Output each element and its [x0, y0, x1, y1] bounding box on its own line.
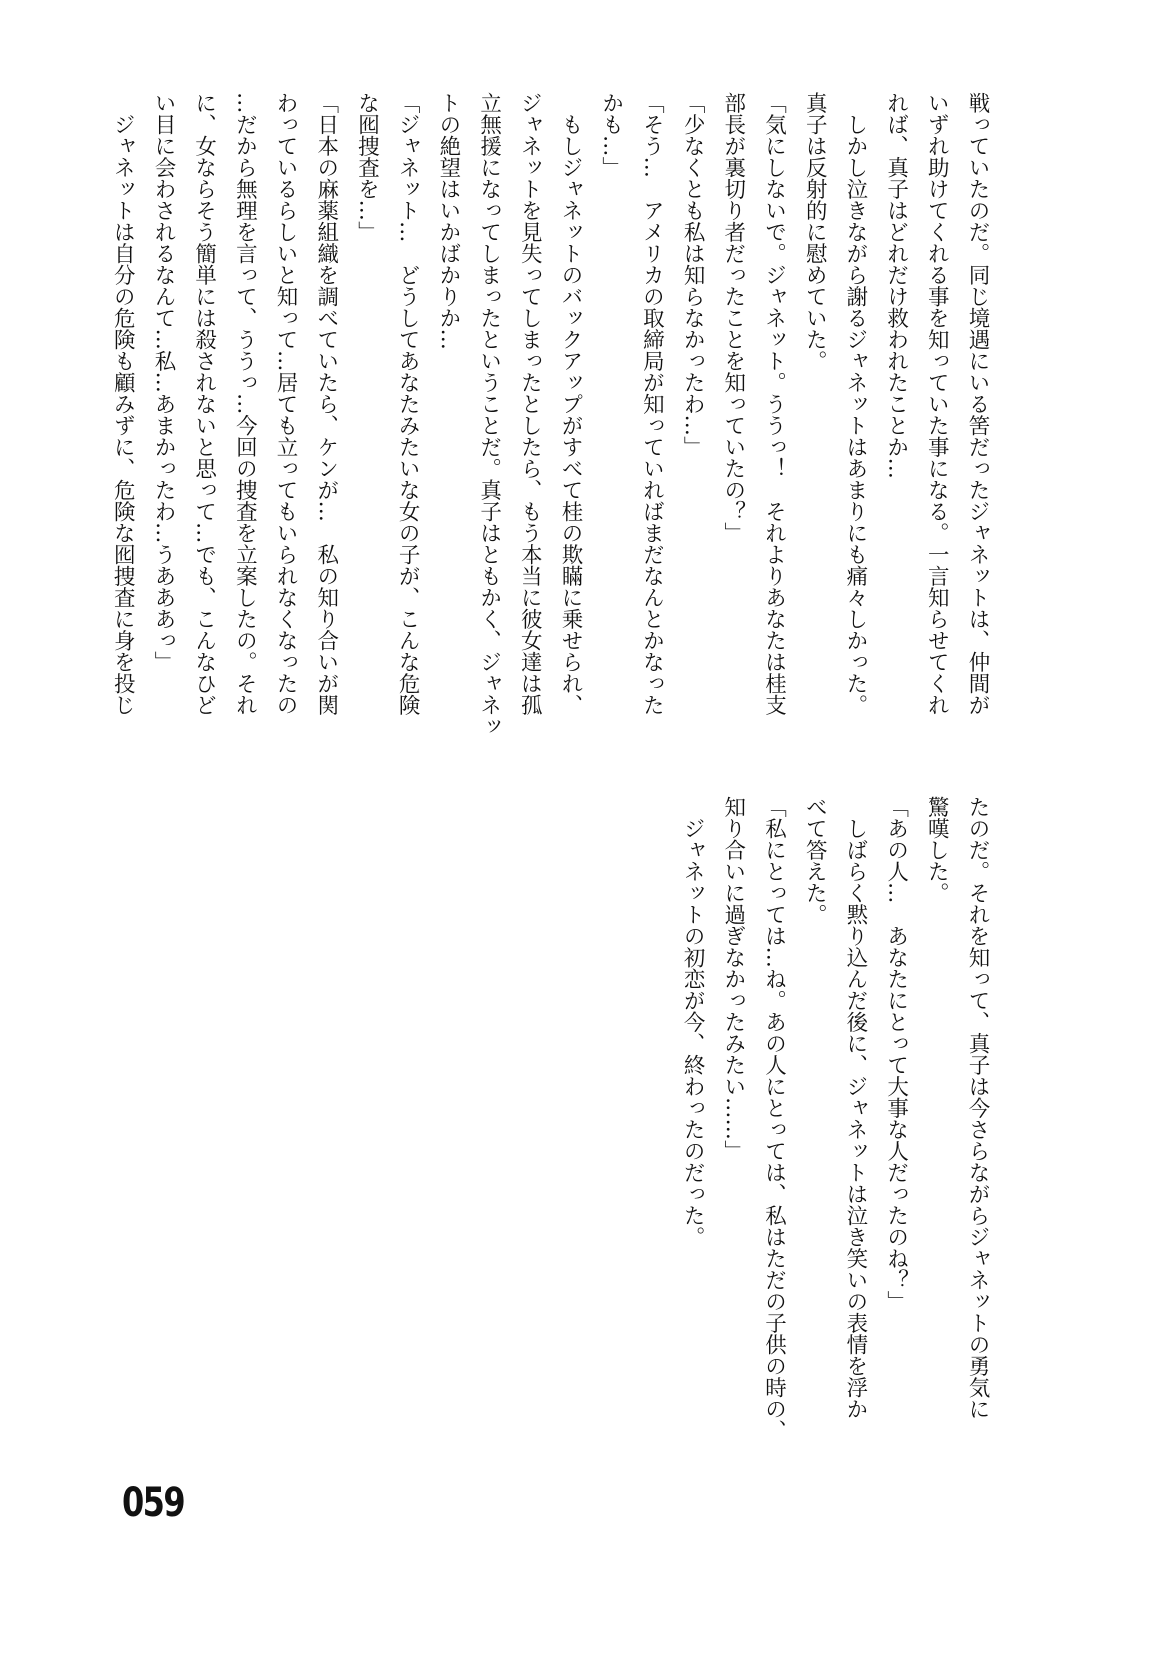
text-line: ジャネットを見失ってしまったとしたら、もう本当に彼女達は孤 [517, 92, 543, 716]
text-line: べて答えた。 [802, 796, 828, 925]
text-line: わっているらしいと知って…居ても立ってもいられなくなったの [273, 92, 299, 716]
text-line: れば、真子はどれだけ救われたことか… [883, 92, 909, 479]
text-line: い目に会わされるなんて…私…あまかったわ…うあああっ」 [150, 92, 176, 673]
text-line: 「あの人… あなたにとって大事な人だったのね？」 [883, 796, 909, 1312]
page-number: 059 [122, 1480, 184, 1526]
text-line: 「私にとっては…ね。あの人にとっては、私はただの子供の時の、 [761, 796, 787, 1441]
text-block-top [102, 92, 997, 737]
text-line: ジャネットの初恋が今、終わったのだった。 [680, 796, 706, 1248]
text-line: 「日本の麻薬組織を調べていたら、ケンが… 私の知り合いが関 [313, 92, 339, 716]
text-line: 戦っていたのだ。同じ境遇にいる筈だったジャネットは、仲間が [965, 92, 990, 716]
text-line: しばらく黙り込んだ後に、ジャネットは泣き笑いの表情を浮か [842, 796, 868, 1420]
text-line: かも…」 [598, 92, 624, 178]
text-line: 驚嘆した。 [924, 796, 950, 904]
text-line: 「少なくとも私は知らなかったわ…」 [680, 92, 706, 458]
text-block-bottom [671, 796, 997, 1441]
text-line: ジャネットは自分の危険も顧みずに、危険な囮捜査に身を投じ [110, 92, 136, 716]
text-line: たのだ。それを知って、真子は今さらながらジャネットの勇気に [965, 796, 990, 1420]
text-line: トの絶望はいかばかりか… [435, 92, 461, 350]
text-line: もしジャネットのバックアップがすべて桂の欺瞞に乗せられ、 [557, 92, 583, 716]
text-line: 「そう… アメリカの取締局が知っていればまだなんとかなった [639, 92, 665, 716]
text-line: 真子は反射的に慰めていた。 [802, 92, 828, 372]
text-line: に、女ならそう簡単には殺されないと思って…でも、こんなひど [191, 92, 217, 716]
text-line: 知り合いに過ぎなかったみたい……」 [720, 796, 746, 1162]
text-line: 「気にしないで。ジャネット。ううっ！ それよりあなたは桂支 [761, 92, 787, 716]
text-line: 立無援になってしまったということだ。真子はともかく、ジャネッ [476, 92, 502, 737]
text-line: しかし泣きながら謝るジャネットはあまりにも痛々しかった。 [842, 92, 868, 716]
text-line: いずれ助けてくれる事を知っていた事になる。一言知らせてくれ [924, 92, 950, 716]
text-line: 「ジャネット… どうしてあなたみたいな女の子が、こんな危険 [395, 92, 421, 716]
text-line: …だから無理を言って、ううっ…今回の捜査を立案したの。それ [232, 92, 258, 716]
text-line: 部長が裏切り者だったことを知っていたの？」 [720, 92, 746, 544]
text-line: な囮捜査を…」 [354, 92, 380, 243]
